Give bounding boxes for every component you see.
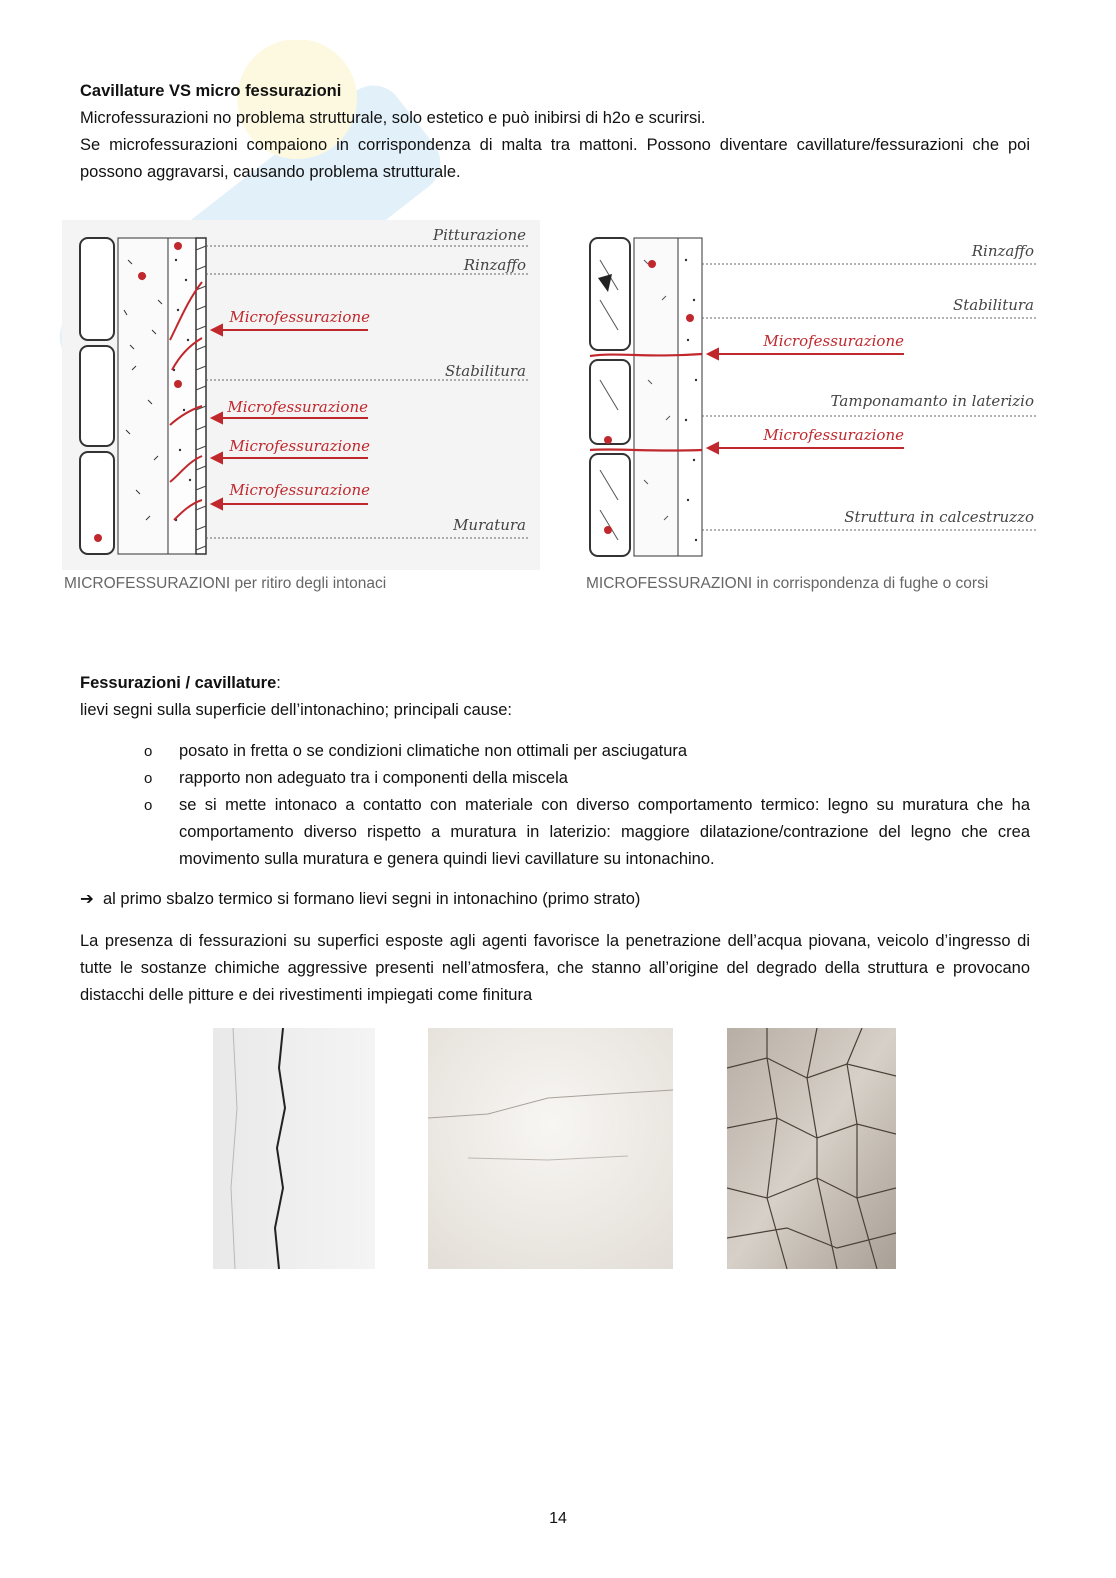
caption-left: MICROFESSURAZIONI per ritiro degli intonaci: [64, 575, 387, 592]
label-pitturazione: Pitturazione: [433, 226, 526, 244]
list-item: o rapporto non adeguato tra i componenti della miscela: [144, 769, 568, 787]
label-microfessurazione-right-2: Microfessurazione: [763, 426, 904, 444]
text-line-2: Se microfessurazioni compaiono in corrispondenza di malta tra mattoni. Possono diventare cavillature/fessurazioni che poi possono aggravarsi, causando problema strutturale.: [80, 136, 1030, 181]
text-line-1: Microfessurazioni no problema strutturale, solo estetico e può inibirsi di h2o e scurirsi.: [80, 109, 706, 127]
photo-crack-vertical: [213, 1028, 375, 1269]
heading-fessurazioni: Fessurazioni / cavillature:: [80, 674, 281, 692]
page-number: 14: [549, 1510, 567, 1527]
photo-crack-network: [727, 1028, 896, 1269]
figure-left-ritiro-intonaci: [62, 220, 540, 600]
label-muratura: Muratura: [453, 516, 526, 534]
label-microfessurazione-1: Microfessurazione: [229, 308, 370, 326]
label-rinzaffo: Rinzaffo: [463, 256, 526, 274]
section-microfessurazioni: [80, 78, 1030, 186]
heading-cavillature-vs-micro: Cavillature VS micro fessurazioni: [80, 82, 342, 100]
label-microfessurazione-3: Microfessurazione: [229, 437, 370, 455]
intro-text: lievi segni sulla superficie dell’intonachino; principali cause:: [80, 701, 512, 719]
label-microfessurazione-4: Microfessurazione: [229, 481, 370, 499]
list-item: o posato in fretta o se condizioni climatiche non ottimali per asciugatura: [144, 742, 688, 760]
arrow-icon: ➔: [80, 890, 94, 908]
label-microfessurazione-right-1: Microfessurazione: [763, 332, 904, 350]
label-tamponamento: Tamponamanto in laterizio: [830, 392, 1034, 410]
figure-right-fughe-corsi: [578, 230, 1044, 600]
label-stabilitura: Stabilitura: [444, 362, 526, 380]
paragraph-penetrazione: La presenza di fessurazioni su superfici esposte agli agenti favorisce la penetrazione dell’acqua piovana, veicolo d’ingresso di tutte le sostanze chimiche aggressive presenti nell’atmosfera, che stanno all’origine del degrado della struttura e provocano distacchi delle pitture e dei rivestimenti impiegati come finitura: [80, 932, 1030, 1004]
caption-right: MICROFESSURAZIONI in corrispondenza di fughe o corsi: [586, 575, 989, 592]
causes-list: [80, 738, 1030, 873]
label-stabilitura-right: Stabilitura: [952, 296, 1034, 314]
label-rinzaffo-right: Rinzaffo: [971, 242, 1034, 260]
section-fessurazioni: [80, 670, 1030, 1009]
list-item: o se si mette intonaco a contatto con materiale con diverso comportamento termico: legno su muratura che ha comportamento diverso rispetto a muratura in laterizio: maggiore dilatazione/contrazione del legno che crea movimento sulla muratura e genera quindi lievi cavillature su intonachino.: [144, 796, 1030, 868]
label-struttura-calcestruzzo: Struttura in calcestruzzo: [844, 508, 1034, 526]
photo-crack-fine: [428, 1028, 673, 1269]
label-microfessurazione-2: Microfessurazione: [227, 398, 368, 416]
note-primo-sbalzo: ➔ al primo sbalzo termico si formano lievi segni in intonachino (primo strato): [80, 890, 641, 908]
